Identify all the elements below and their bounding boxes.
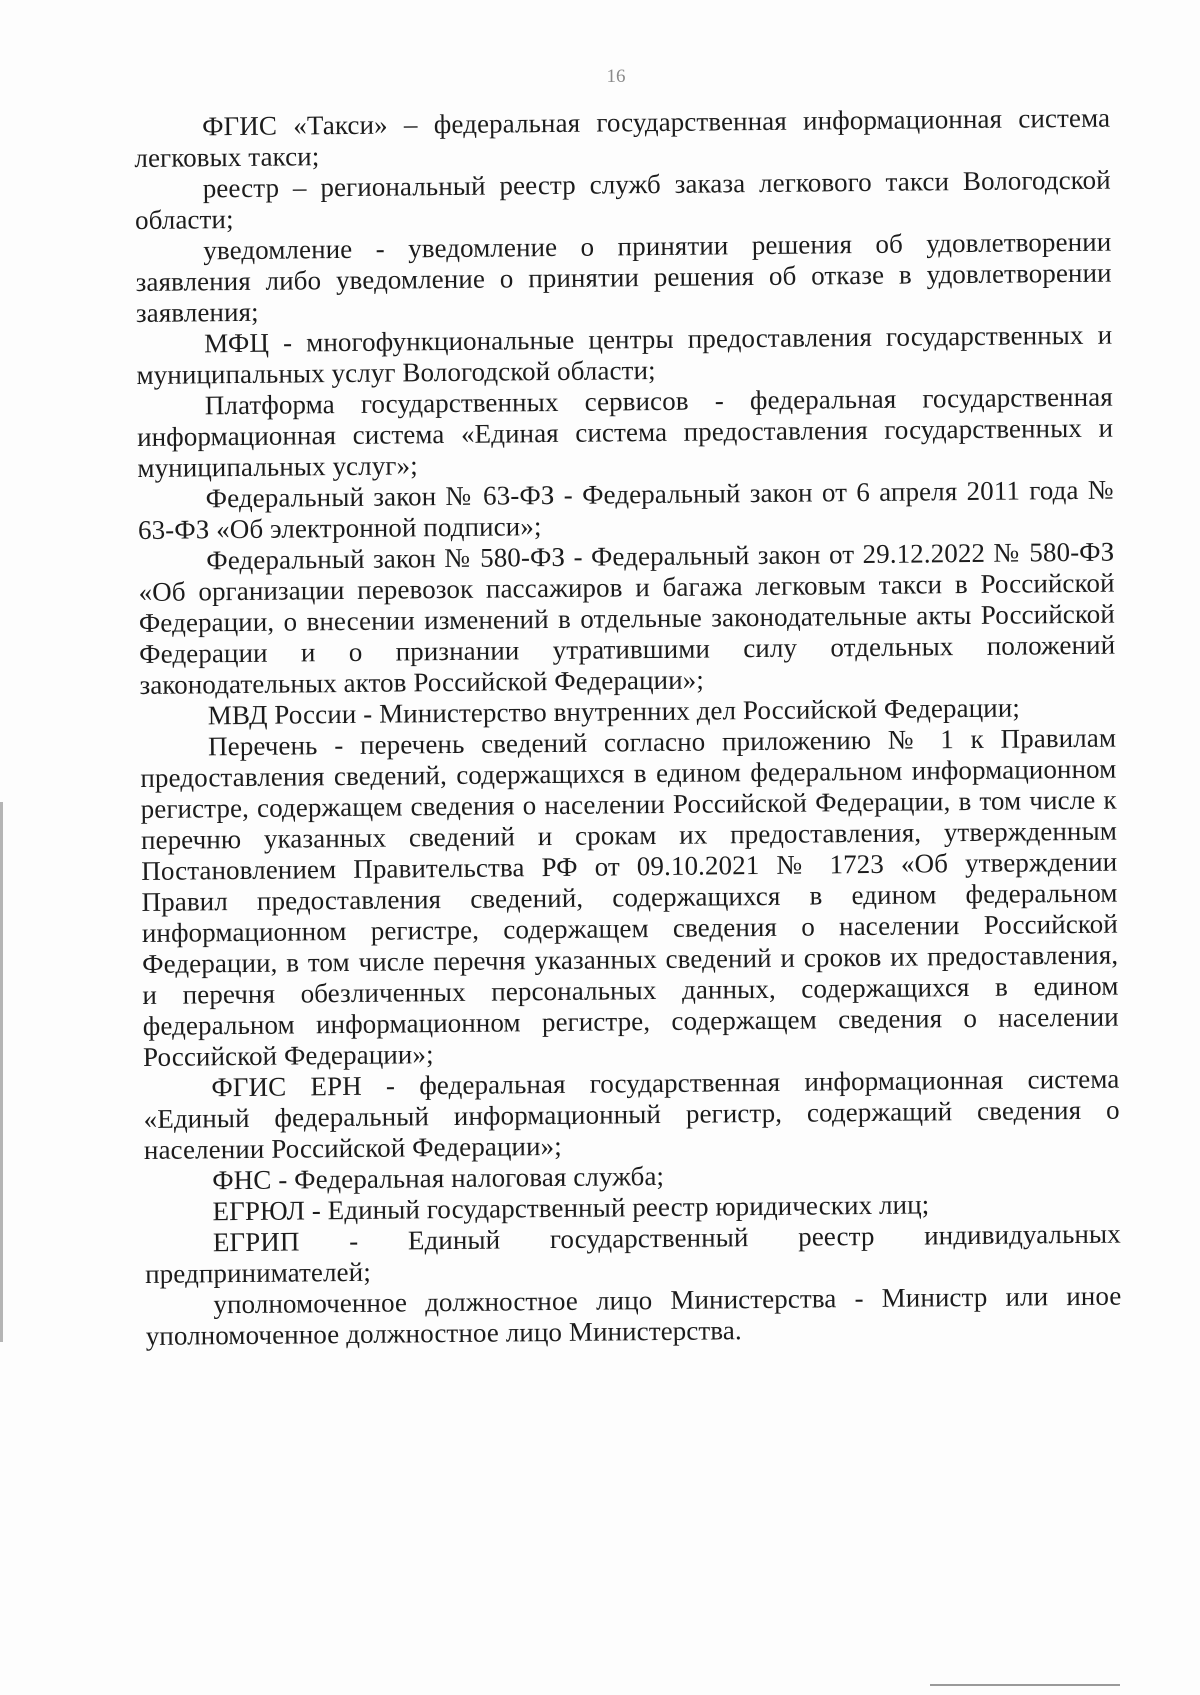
definition-fgis-ern: ФГИС ЕРН - федеральная государственная информационная система «Единый федеральный информационный регистр, содержащий сведения о населении Российской Федерации»; (143, 1063, 1120, 1165)
scan-edge-mark (0, 802, 3, 1342)
page-number: 16 (606, 66, 626, 87)
definition-registry: реестр – региональный реестр служб заказа легкового такси Вологодской области; (134, 164, 1111, 235)
definition-fns: ФНС - Федеральная налоговая служба; (212, 1160, 665, 1196)
definition-gov-services-platform: Платформа государственных сервисов - федеральная государственная информационная система «Единая система предоставления государственных и муниципальных услуг»; (136, 381, 1114, 483)
definition-authorized-official: уполномоченное должностное лицо Министерства - Министр или иное уполномоченное должностное лицо Министерства. (145, 1280, 1122, 1351)
definition-notification: уведомление - уведомление о принятии решения об удовлетворении заявления либо уведомление о принятии решения об отказе в удовлетворении заявления; (135, 226, 1112, 328)
definition-egrip: ЕГРИП - Единый государственный реестр индивидуальных предпринимателей; (145, 1218, 1121, 1289)
definition-egrul: ЕГРЮЛ - Единый государственный реестр юридических лиц; (212, 1189, 930, 1227)
scan-bottom-line (930, 1684, 1120, 1686)
definition-list: Перечень - перечень сведений согласно приложению № 1 к Правилам предоставления сведений, содержащихся в едином федеральном информационном регистре, содержащем сведения о населении Российской Федерации, в том числе к перечню указанных сведений и срокам их предоставления, утвержденным Постановлением Правительства РФ от 09.10.2021 № 1723 «Об утверждении Правил предоставления сведений, содержащихся в едином федеральном информационном регистре, содержащем сведения о населении Российской Федерации, в том числе перечня указанных сведений и сроков их предоставления, и перечня обезличенных персональных данных, содержащихся в едином федеральном информационном регистре, содержащем сведения о населении Российской Федерации»; (140, 722, 1119, 1072)
definition-law-63-fz: Федеральный закон № 63-ФЗ - Федеральный закон от 6 апреля 2011 года № 63-ФЗ «Об электронной подписи»; (137, 474, 1114, 545)
definition-mvd: МВД России - Министерство внутренних дел Российской Федерации; (207, 692, 1021, 731)
definition-law-580-fz: Федеральный закон № 580-ФЗ - Федеральный закон от 29.12.2022 № 580-ФЗ «Об организации перевозок пассажиров и багажа легковым такси в Российской Федерации, о внесении изменений в отдельные законодательные акты Российской Федерации и о признании утратившими силу отдельных положений законодательных актов Российской Федерации»; (138, 536, 1116, 700)
definition-fgis-taxi: ФГИС «Такси» – федеральная государственная информационная система легковых такси; (134, 102, 1111, 173)
definition-mfc: МФЦ - многофункциональные центры предоставления государственных и муниципальных услуг Вологодской области; (136, 319, 1113, 390)
document-body (134, 103, 1122, 1352)
